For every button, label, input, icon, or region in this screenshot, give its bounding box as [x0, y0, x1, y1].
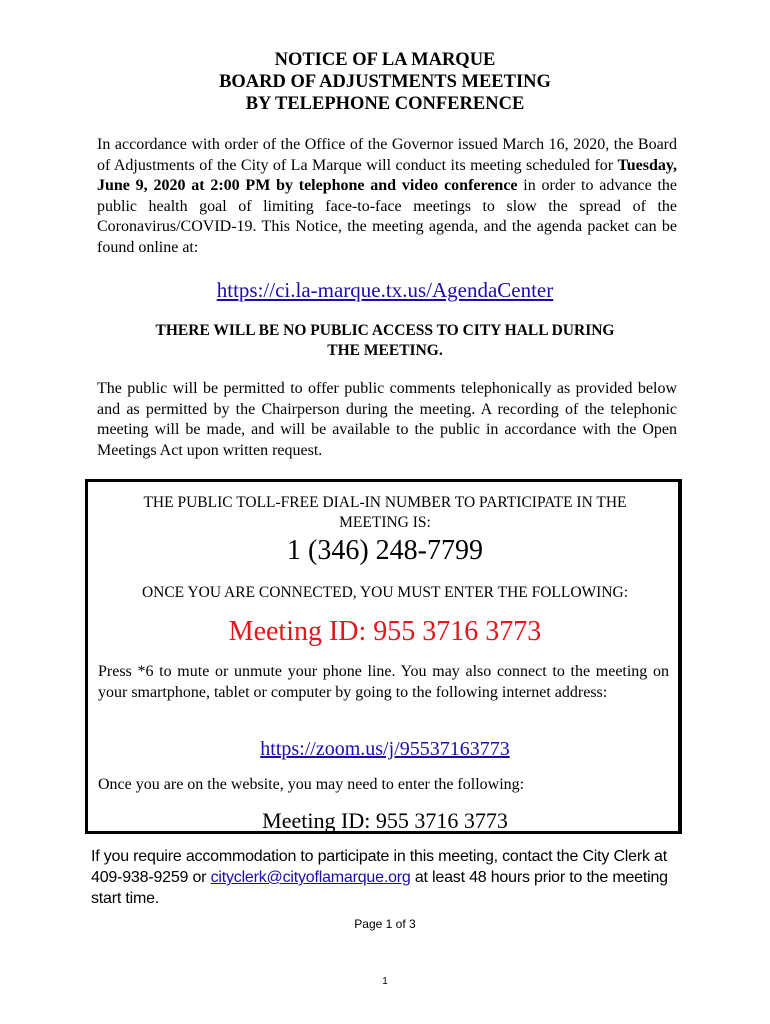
- city-clerk-email-link[interactable]: cityclerk@cityoflamarque.org: [210, 869, 411, 886]
- meeting-id-repeat: Meeting ID: 955 3716 3773: [262, 808, 508, 833]
- page-number: 1: [382, 976, 388, 987]
- dial-in-line-2: MEETING IS:: [339, 514, 431, 531]
- no-public-access-notice: [0, 321, 770, 361]
- press-instruction: Press *6 to mute or unmute your phone line. You may also connect to the meeting on your smartphone, tablet or computer by going to the following internet address:: [98, 663, 669, 701]
- no-access-line-1: THERE WILL BE NO PUBLIC ACCESS TO CITY HALL DURING: [155, 322, 615, 339]
- accommodation-text-2: at least 48 hours prior to the meeting start time.: [91, 869, 668, 907]
- website-instruction: Once you are on the website, you may need to enter the following:: [98, 776, 525, 793]
- page-label: Page 1 of 3: [354, 917, 416, 931]
- meeting-id-highlight: Meeting ID: 955 3716 3773: [228, 616, 542, 647]
- zoom-link-row: [0, 737, 770, 761]
- title-line-2: BOARD OF ADJUSTMENTS MEETING: [219, 72, 551, 92]
- title-line-1: NOTICE OF LA MARQUE: [274, 50, 496, 70]
- agenda-link-row: [0, 278, 770, 302]
- public-comment-paragraph: The public will be permitted to offer public comments telephonically as provided below and as permitted by the Chairperson during the meeting. A recording of the telephonic meeting will be made, and will be available to the public in accordance with the Open Meetings Act upon written request.: [97, 380, 677, 459]
- dial-in-heading: [95, 493, 675, 533]
- accommodation-text-1: If you require accommodation to participate in this meeting, contact the City Clerk at 409-938-9259 or: [91, 848, 667, 886]
- meeting-datetime: Tuesday, June 9, 2020 at 2:00 PM by telephone and video conference: [97, 156, 677, 194]
- dial-in-line-1: THE PUBLIC TOLL-FREE DIAL-IN NUMBER TO PARTICIPATE IN THE: [143, 494, 627, 511]
- intro-text-1: In accordance with order of the Office of the Governor issued March 16, 2020, the Board of Adjustments of the City of La Marque will conduct its meeting scheduled for: [97, 136, 677, 174]
- agenda-center-link[interactable]: https://ci.la-marque.tx.us/AgendaCenter: [216, 278, 554, 302]
- phone-number: 1 (346) 248-7799: [287, 535, 483, 566]
- intro-paragraph: [97, 135, 677, 258]
- accommodation-paragraph: [91, 846, 691, 909]
- no-access-line-2: THE MEETING.: [327, 342, 443, 359]
- connected-instruction: ONCE YOU ARE CONNECTED, YOU MUST ENTER THE FOLLOWING:: [141, 584, 629, 601]
- page-title: [0, 49, 770, 115]
- zoom-meeting-link[interactable]: https://zoom.us/j/95537163773: [260, 738, 510, 760]
- title-line-3: BY TELEPHONE CONFERENCE: [245, 94, 525, 114]
- intro-text-2: in order to advance the public health goal of limiting face-to-face meetings to slow the spread of the Coronavirus/COVID-19. This Notice, the meeting agenda, and the agenda packet can be found online at:: [97, 177, 677, 256]
